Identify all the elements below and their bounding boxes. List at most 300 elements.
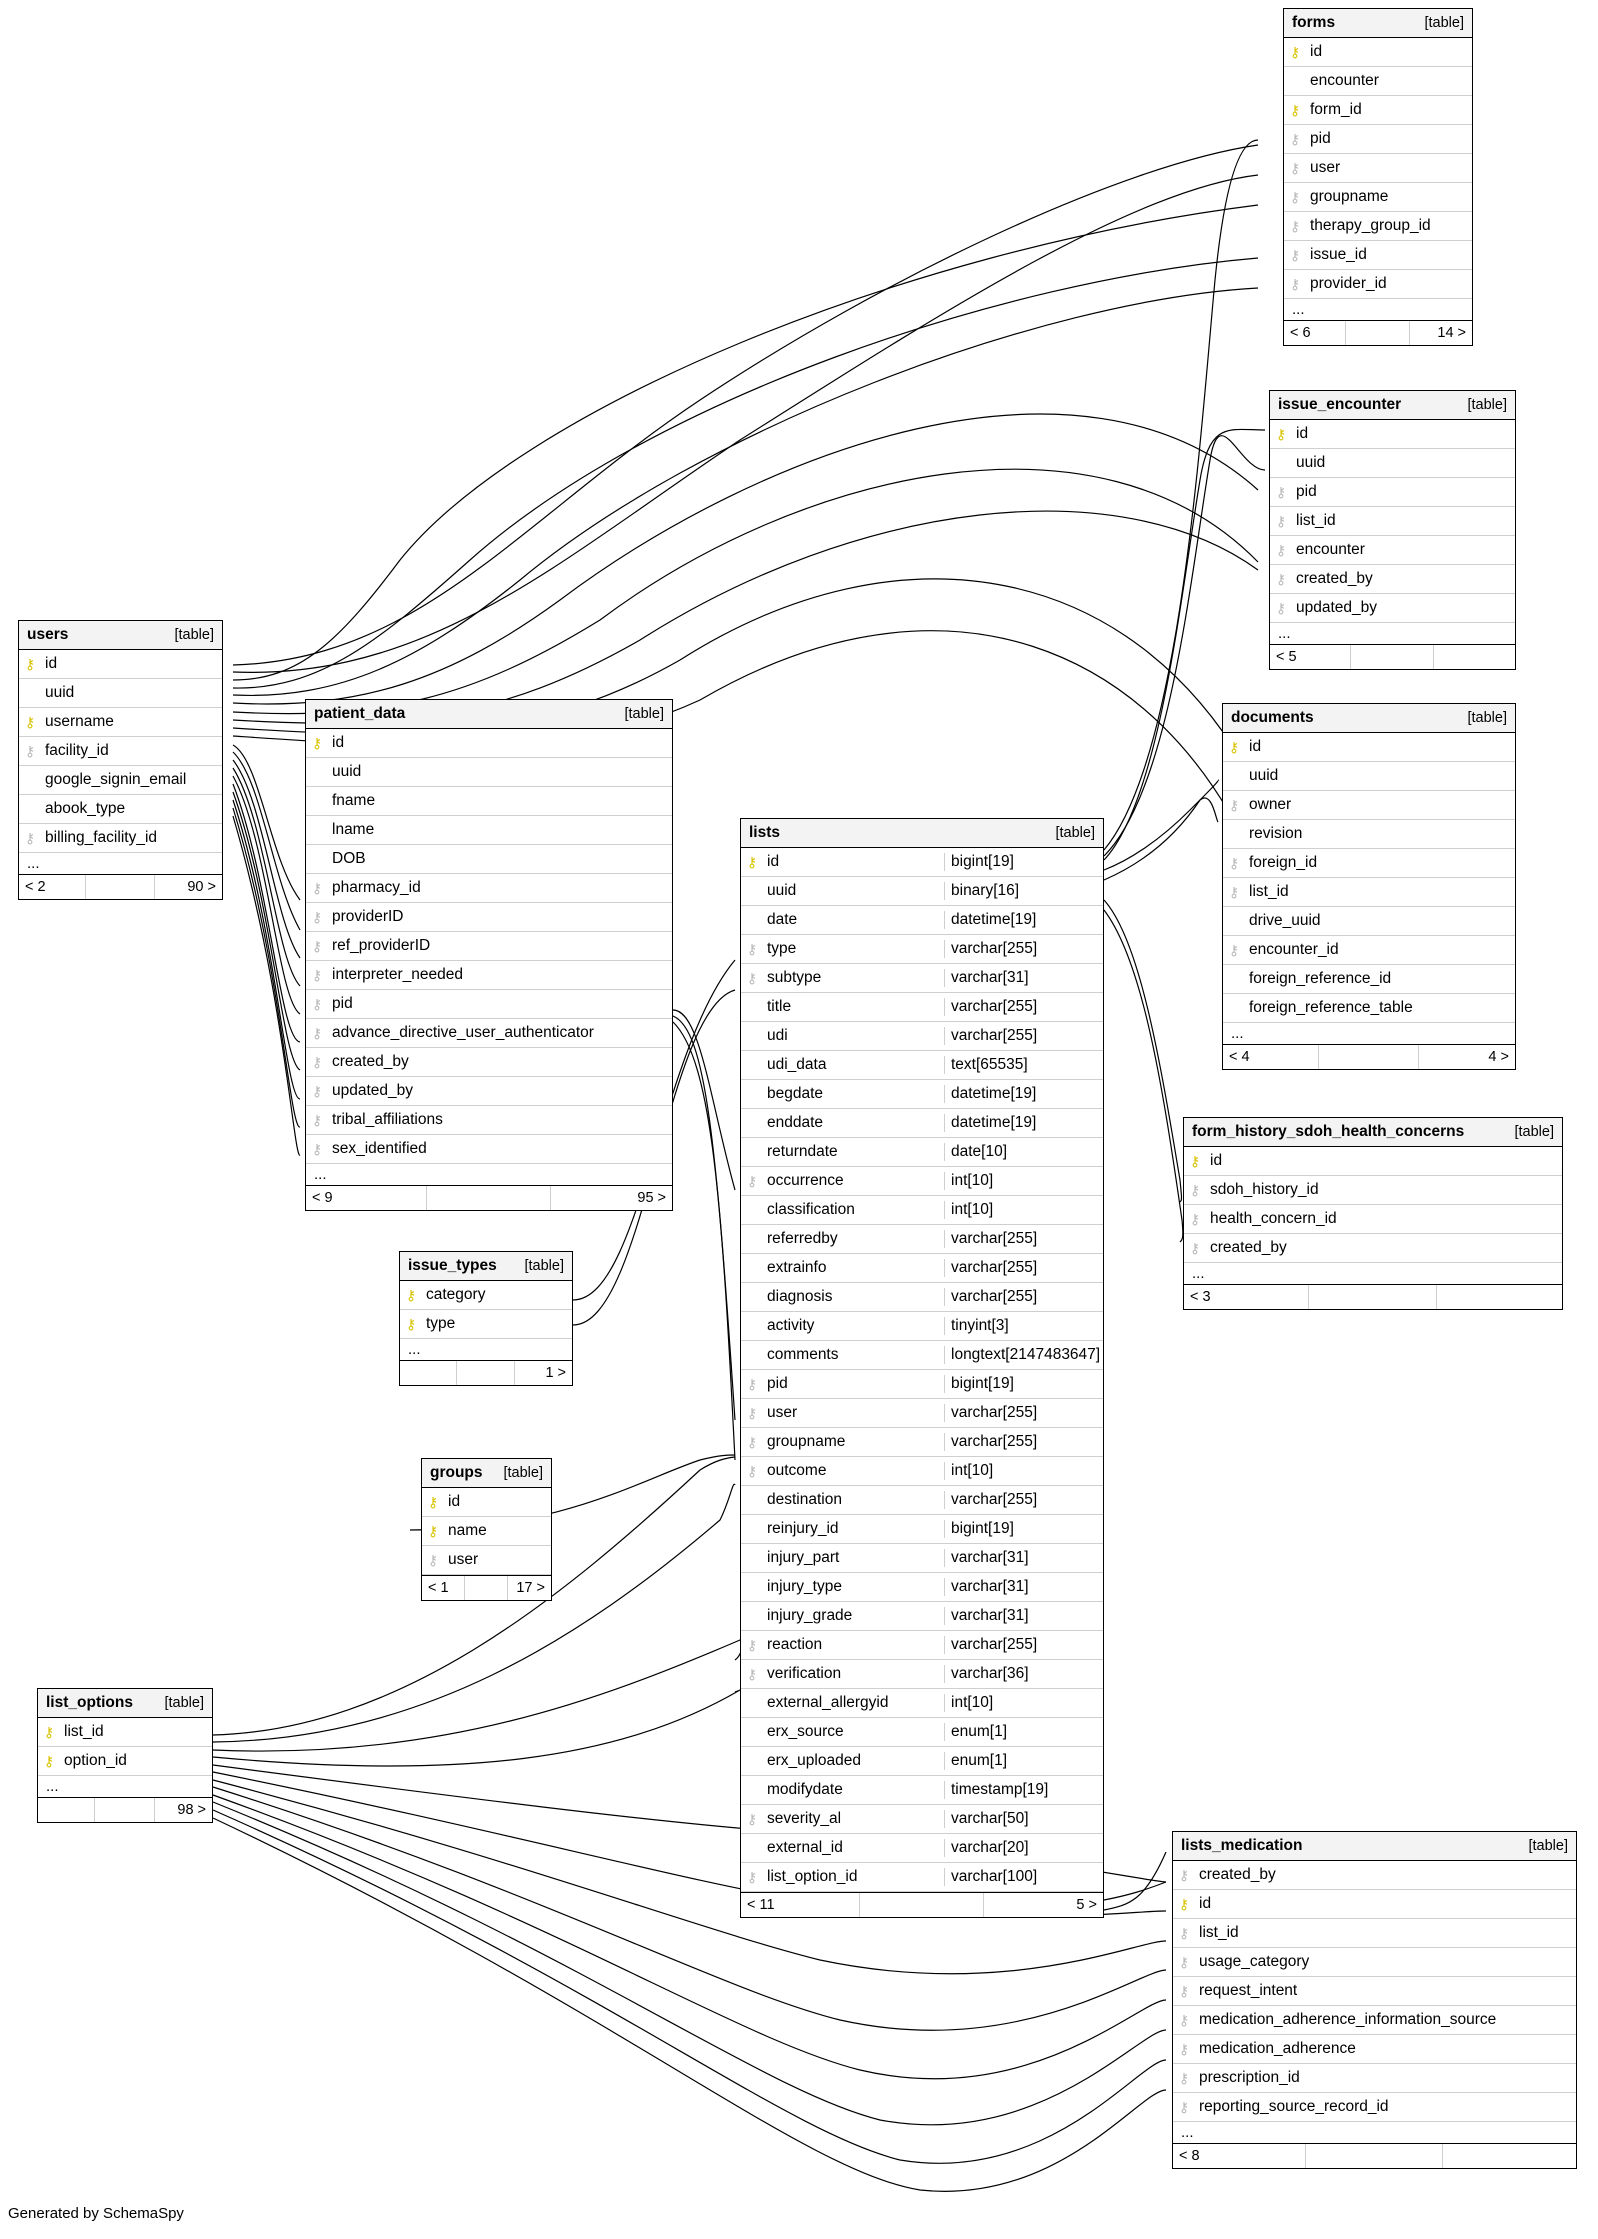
parent-relation-count[interactable] <box>400 1361 457 1385</box>
table-footer-users <box>19 875 222 899</box>
column-row[interactable] <box>1184 1176 1562 1205</box>
column-name: pid <box>332 995 353 1012</box>
child-relation-count[interactable]: 17 > <box>516 1580 545 1596</box>
column-row[interactable] <box>741 1167 1103 1196</box>
column-row[interactable] <box>306 932 672 961</box>
table-groups[interactable] <box>421 1458 552 1601</box>
column-name: comments <box>767 1346 839 1363</box>
column-name: DOB <box>332 850 366 867</box>
column-row[interactable] <box>741 1486 1103 1515</box>
table-footer-list_options <box>38 1798 212 1822</box>
column-name: reinjury_id <box>767 1520 839 1537</box>
table-tag: [table] <box>624 706 664 722</box>
table-name: patient_data <box>314 705 406 722</box>
column-name: pid <box>767 1375 788 1392</box>
column-row[interactable] <box>1270 536 1515 565</box>
column-row[interactable] <box>741 906 1103 935</box>
column-row[interactable] <box>19 795 222 824</box>
column-name: uuid <box>1249 767 1279 784</box>
column-row[interactable] <box>38 1718 212 1747</box>
column-type: varchar[100] <box>944 1868 1103 1886</box>
column-row[interactable] <box>1173 2035 1576 2064</box>
table-name: issue_encounter <box>1278 396 1402 413</box>
column-name: list_id <box>1249 883 1289 900</box>
column-name: returndate <box>767 1143 838 1160</box>
foreign-key-icon: ⚷ <box>1189 1240 1201 1256</box>
column-row[interactable] <box>1284 241 1472 270</box>
more-columns-ellipsis: ... <box>19 853 222 875</box>
footer-middle <box>1306 2144 1443 2168</box>
column-name: created_by <box>332 1053 409 1070</box>
column-row[interactable] <box>741 1660 1103 1689</box>
column-row[interactable] <box>741 1718 1103 1747</box>
column-row[interactable] <box>1270 565 1515 594</box>
column-row[interactable] <box>741 1225 1103 1254</box>
column-name: prescription_id <box>1199 2069 1300 2086</box>
foreign-key-icon: ⚷ <box>746 1811 758 1827</box>
table-footer-form_history_sdoh_health_concerns <box>1184 1285 1562 1309</box>
footer-middle <box>1319 1045 1418 1069</box>
footer-middle <box>860 1893 983 1917</box>
column-row[interactable] <box>1184 1234 1562 1263</box>
column-row[interactable] <box>741 1573 1103 1602</box>
column-row[interactable] <box>741 935 1103 964</box>
table-header-lists <box>741 819 1103 848</box>
foreign-key-icon: ⚷ <box>1178 1867 1190 1883</box>
table-name: lists_medication <box>1181 1837 1303 1854</box>
foreign-key-icon: ⚷ <box>311 880 323 896</box>
column-name: list_option_id <box>767 1868 858 1885</box>
column-name: form_id <box>1310 101 1362 118</box>
column-row[interactable] <box>306 1106 672 1135</box>
column-type: text[65535] <box>944 1056 1103 1074</box>
foreign-key-icon: ⚷ <box>311 996 323 1012</box>
parent-relation-count[interactable]: < 6 <box>1284 321 1346 345</box>
column-row[interactable] <box>1173 1861 1576 1890</box>
foreign-key-icon: ⚷ <box>1228 884 1240 900</box>
foreign-key-icon: ⚷ <box>1275 542 1287 558</box>
column-name: tribal_affiliations <box>332 1111 443 1128</box>
column-type: bigint[19] <box>944 1375 1103 1393</box>
more-columns-ellipsis: ... <box>1223 1023 1515 1045</box>
primary-key-icon: ⚷ <box>1275 426 1287 442</box>
column-row[interactable] <box>1173 1890 1576 1919</box>
table-footer-issue_types <box>400 1361 572 1385</box>
column-row[interactable] <box>400 1310 572 1339</box>
column-row[interactable] <box>741 1254 1103 1283</box>
column-name: drive_uuid <box>1249 912 1321 929</box>
foreign-key-icon: ⚷ <box>311 1025 323 1041</box>
column-row[interactable] <box>306 816 672 845</box>
table-forms[interactable] <box>1283 8 1473 346</box>
column-name: sex_identified <box>332 1140 427 1157</box>
column-row[interactable] <box>741 1776 1103 1805</box>
column-name: udi <box>767 1027 788 1044</box>
column-name: reporting_source_record_id <box>1199 2098 1389 2115</box>
column-name: subtype <box>767 969 822 986</box>
column-row[interactable] <box>1223 820 1515 849</box>
column-type: timestamp[19] <box>944 1781 1103 1799</box>
column-row[interactable] <box>422 1546 551 1575</box>
column-row[interactable] <box>306 1019 672 1048</box>
foreign-key-icon: ⚷ <box>1228 942 1240 958</box>
column-type: enum[1] <box>944 1752 1103 1770</box>
primary-key-icon: ⚷ <box>43 1724 55 1740</box>
more-columns-ellipsis: ... <box>38 1776 212 1798</box>
foreign-key-icon: ⚷ <box>746 1869 758 1885</box>
column-row[interactable] <box>741 1312 1103 1341</box>
column-row[interactable] <box>1223 936 1515 965</box>
table-documents[interactable] <box>1222 703 1516 1070</box>
table-patient_data[interactable] <box>305 699 673 1211</box>
primary-key-icon: ⚷ <box>1189 1153 1201 1169</box>
column-name: uuid <box>45 684 75 701</box>
foreign-key-icon: ⚷ <box>311 1083 323 1099</box>
column-name: modifydate <box>767 1781 843 1798</box>
column-row[interactable] <box>741 1602 1103 1631</box>
column-type: varchar[31] <box>944 1578 1103 1596</box>
column-type: varchar[255] <box>944 1027 1103 1045</box>
column-type: varchar[31] <box>944 969 1103 987</box>
column-row[interactable] <box>19 824 222 853</box>
column-row[interactable] <box>741 964 1103 993</box>
column-row[interactable] <box>1284 212 1472 241</box>
column-name: user <box>1310 159 1341 176</box>
child-relation-count[interactable]: 90 > <box>187 879 216 895</box>
column-row[interactable] <box>1223 965 1515 994</box>
column-row[interactable] <box>1223 791 1515 820</box>
parent-relation-count[interactable]: < 1 <box>422 1576 465 1600</box>
column-row[interactable] <box>741 1283 1103 1312</box>
credit-text: Generated by SchemaSpy <box>8 2205 184 2222</box>
child-relation-count[interactable]: 98 > <box>177 1802 207 1818</box>
column-row[interactable] <box>306 1135 672 1164</box>
column-row[interactable] <box>741 1515 1103 1544</box>
child-relation-count[interactable] <box>1434 645 1515 669</box>
column-row[interactable] <box>1173 2093 1576 2122</box>
column-row[interactable] <box>306 1077 672 1106</box>
foreign-key-icon: ⚷ <box>1178 1983 1190 1999</box>
column-name: date <box>767 911 798 928</box>
foreign-key-icon: ⚷ <box>746 1637 758 1653</box>
column-row[interactable] <box>306 845 672 874</box>
column-row[interactable] <box>741 1631 1103 1660</box>
column-type: varchar[255] <box>944 1404 1103 1422</box>
column-name: pid <box>1310 130 1331 147</box>
footer-middle <box>465 1576 509 1600</box>
column-row[interactable] <box>1284 154 1472 183</box>
foreign-key-icon: ⚷ <box>1189 1182 1201 1198</box>
column-name: list_id <box>1199 1924 1239 1941</box>
parent-relation-count[interactable]: < 4 <box>1223 1045 1319 1069</box>
column-name: foreign_reference_id <box>1249 970 1392 987</box>
table-lists_medication[interactable] <box>1172 1831 1577 2169</box>
column-row[interactable] <box>1284 125 1472 154</box>
column-name: type <box>426 1315 456 1332</box>
column-row[interactable] <box>1284 67 1472 96</box>
column-type: int[10] <box>944 1201 1103 1219</box>
column-row[interactable] <box>741 1109 1103 1138</box>
column-type: varchar[31] <box>944 1607 1103 1625</box>
column-name: id <box>1296 425 1309 442</box>
column-row[interactable] <box>306 729 672 758</box>
child-relation-count[interactable]: 5 > <box>1076 1897 1097 1913</box>
more-columns-ellipsis: ... <box>1184 1263 1562 1285</box>
column-row[interactable] <box>741 848 1103 877</box>
primary-key-icon: ⚷ <box>43 1753 55 1769</box>
column-row[interactable] <box>741 1022 1103 1051</box>
footer-middle <box>95 1798 154 1822</box>
foreign-key-icon: ⚷ <box>1289 160 1301 176</box>
foreign-key-icon: ⚷ <box>1178 2070 1190 2086</box>
column-type: int[10] <box>944 1462 1103 1480</box>
column-row[interactable] <box>306 874 672 903</box>
column-type: datetime[19] <box>944 1114 1103 1132</box>
column-name: udi_data <box>767 1056 827 1073</box>
column-row[interactable] <box>400 1281 572 1310</box>
foreign-key-icon: ⚷ <box>746 1405 758 1421</box>
column-row[interactable] <box>1173 1977 1576 2006</box>
child-relation-count[interactable]: 4 > <box>1488 1049 1509 1065</box>
column-row[interactable] <box>1223 762 1515 791</box>
column-row[interactable] <box>19 737 222 766</box>
column-name: usage_category <box>1199 1953 1310 1970</box>
column-row[interactable] <box>741 1689 1103 1718</box>
column-type: bigint[19] <box>944 853 1103 871</box>
column-name: groupname <box>767 1433 846 1450</box>
primary-key-icon: ⚷ <box>1228 739 1240 755</box>
column-type: varchar[255] <box>944 1259 1103 1277</box>
column-row[interactable] <box>1223 733 1515 762</box>
column-name: referredby <box>767 1230 838 1247</box>
column-row[interactable] <box>1270 594 1515 623</box>
column-type: varchar[255] <box>944 998 1103 1016</box>
foreign-key-icon: ⚷ <box>1275 513 1287 529</box>
column-row[interactable] <box>19 708 222 737</box>
column-type: varchar[31] <box>944 1549 1103 1567</box>
table-name: issue_types <box>408 1257 497 1274</box>
table-name: list_options <box>46 1694 133 1711</box>
column-row[interactable] <box>741 1863 1103 1892</box>
column-row[interactable] <box>1173 2064 1576 2093</box>
column-name: name <box>448 1522 487 1539</box>
column-row[interactable] <box>306 903 672 932</box>
column-name: external_id <box>767 1839 843 1856</box>
column-row[interactable] <box>19 766 222 795</box>
column-name: medication_adherence <box>1199 2040 1356 2057</box>
column-type: enum[1] <box>944 1723 1103 1741</box>
parent-relation-count[interactable]: < 11 <box>741 1893 860 1917</box>
column-row[interactable] <box>306 1048 672 1077</box>
column-row[interactable] <box>741 1341 1103 1370</box>
child-relation-count[interactable]: 1 > <box>545 1365 567 1381</box>
column-name: created_by <box>1296 570 1373 587</box>
column-name: injury_part <box>767 1549 840 1566</box>
column-row[interactable] <box>741 1399 1103 1428</box>
column-name: user <box>448 1551 479 1568</box>
column-name: therapy_group_id <box>1310 217 1431 234</box>
table-tag: [table] <box>1467 397 1507 413</box>
column-row[interactable] <box>741 1544 1103 1573</box>
column-row[interactable] <box>1223 849 1515 878</box>
foreign-key-icon: ⚷ <box>1289 247 1301 263</box>
table-footer-lists <box>741 1892 1103 1917</box>
column-row[interactable] <box>1284 183 1472 212</box>
column-name: pid <box>1296 483 1317 500</box>
foreign-key-icon: ⚷ <box>1289 131 1301 147</box>
table-users[interactable] <box>18 620 223 900</box>
table-name: groups <box>430 1464 483 1481</box>
column-type: varchar[36] <box>944 1665 1103 1683</box>
column-name: list_id <box>1296 512 1336 529</box>
column-row[interactable] <box>741 1747 1103 1776</box>
footer-middle <box>457 1361 515 1385</box>
column-row[interactable] <box>19 650 222 679</box>
foreign-key-icon: ⚷ <box>311 967 323 983</box>
column-row[interactable] <box>306 961 672 990</box>
column-row[interactable] <box>1270 478 1515 507</box>
column-type: date[10] <box>944 1143 1103 1161</box>
column-row[interactable] <box>422 1488 551 1517</box>
table-lists[interactable] <box>740 818 1104 1918</box>
parent-relation-count[interactable]: < 9 <box>306 1186 427 1210</box>
column-row[interactable] <box>1173 2006 1576 2035</box>
column-name: id <box>1199 1895 1212 1912</box>
column-row[interactable] <box>1173 1948 1576 1977</box>
foreign-key-icon: ⚷ <box>311 1054 323 1070</box>
column-row[interactable] <box>741 1370 1103 1399</box>
table-tag: [table] <box>1514 1124 1554 1140</box>
table-list_options[interactable] <box>37 1688 213 1823</box>
column-name: pharmacy_id <box>332 879 421 896</box>
column-type: tinyint[3] <box>944 1317 1103 1335</box>
more-columns-ellipsis: ... <box>400 1339 572 1361</box>
foreign-key-icon: ⚷ <box>311 938 323 954</box>
foreign-key-icon: ⚷ <box>746 1376 758 1392</box>
foreign-key-icon: ⚷ <box>311 909 323 925</box>
table-form_history_sdoh_health_concerns[interactable] <box>1183 1117 1563 1310</box>
column-row[interactable] <box>1184 1147 1562 1176</box>
table-name: forms <box>1292 14 1336 31</box>
column-name: diagnosis <box>767 1288 833 1305</box>
column-row[interactable] <box>306 990 672 1019</box>
table-issue_types[interactable] <box>399 1251 573 1386</box>
foreign-key-icon: ⚷ <box>1178 1954 1190 1970</box>
foreign-key-icon: ⚷ <box>746 970 758 986</box>
column-name: sdoh_history_id <box>1210 1181 1319 1198</box>
primary-key-icon: ⚷ <box>311 735 323 751</box>
foreign-key-icon: ⚷ <box>746 1173 758 1189</box>
column-row[interactable] <box>38 1747 212 1776</box>
foreign-key-icon: ⚷ <box>1289 276 1301 292</box>
column-row[interactable] <box>741 1138 1103 1167</box>
column-name: user <box>767 1404 798 1421</box>
column-row[interactable] <box>741 1805 1103 1834</box>
column-row[interactable] <box>741 1457 1103 1486</box>
parent-relation-count[interactable]: < 5 <box>1270 645 1351 669</box>
child-relation-count[interactable]: 14 > <box>1437 325 1467 341</box>
column-row[interactable] <box>19 679 222 708</box>
footer-middle <box>1351 645 1434 669</box>
column-row[interactable] <box>1284 38 1472 67</box>
column-type: int[10] <box>944 1694 1103 1712</box>
column-row[interactable] <box>741 993 1103 1022</box>
column-name: updated_by <box>332 1082 414 1099</box>
table-issue_encounter[interactable] <box>1269 390 1516 670</box>
column-row[interactable] <box>1270 507 1515 536</box>
column-name: billing_facility_id <box>45 829 158 846</box>
column-name: id <box>1310 43 1323 60</box>
more-columns-ellipsis: ... <box>1173 2122 1576 2144</box>
more-columns-ellipsis: ... <box>1284 299 1472 321</box>
column-name: created_by <box>1210 1239 1287 1256</box>
table-name: lists <box>749 824 781 841</box>
foreign-key-icon: ⚷ <box>1289 189 1301 205</box>
table-tag: [table] <box>1467 710 1507 726</box>
footer-middle <box>1309 1285 1438 1309</box>
column-name: health_concern_id <box>1210 1210 1337 1227</box>
column-row[interactable] <box>741 1196 1103 1225</box>
column-name: external_allergyid <box>767 1694 889 1711</box>
child-relation-count[interactable] <box>1437 1285 1562 1309</box>
column-row[interactable] <box>1223 878 1515 907</box>
parent-relation-count[interactable] <box>38 1798 95 1822</box>
column-name: updated_by <box>1296 599 1378 616</box>
table-header-issue_encounter <box>1270 391 1515 420</box>
primary-key-icon: ⚷ <box>746 854 758 870</box>
child-relation-count[interactable] <box>1443 2144 1576 2168</box>
table-tag: [table] <box>1424 15 1464 31</box>
column-row[interactable] <box>1284 96 1472 125</box>
column-row[interactable] <box>741 1428 1103 1457</box>
column-row[interactable] <box>1184 1205 1562 1234</box>
parent-relation-count[interactable]: < 2 <box>19 875 86 899</box>
column-name: severity_al <box>767 1810 842 1827</box>
parent-relation-count[interactable]: < 8 <box>1173 2144 1306 2168</box>
column-name: advance_directive_user_authenticator <box>332 1024 594 1041</box>
column-name: id <box>448 1493 461 1510</box>
column-row[interactable] <box>741 1051 1103 1080</box>
column-name: injury_type <box>767 1578 842 1595</box>
column-row[interactable] <box>1223 994 1515 1023</box>
column-row[interactable] <box>1270 449 1515 478</box>
column-name: destination <box>767 1491 842 1508</box>
column-name: revision <box>1249 825 1303 842</box>
column-name: encounter <box>1296 541 1365 558</box>
column-row[interactable] <box>306 787 672 816</box>
table-header-forms <box>1284 9 1472 38</box>
column-row[interactable] <box>1223 907 1515 936</box>
child-relation-count[interactable]: 95 > <box>637 1190 667 1206</box>
column-name: category <box>426 1286 486 1303</box>
column-row[interactable] <box>1173 1919 1576 1948</box>
column-name: title <box>767 998 792 1015</box>
column-row[interactable] <box>306 758 672 787</box>
table-footer-groups <box>422 1575 551 1600</box>
foreign-key-icon: ⚷ <box>1178 1925 1190 1941</box>
parent-relation-count[interactable]: < 3 <box>1184 1285 1309 1309</box>
table-footer-issue_encounter <box>1270 645 1515 669</box>
table-tag: [table] <box>174 627 214 643</box>
column-row[interactable] <box>1284 270 1472 299</box>
column-name: issue_id <box>1310 246 1367 263</box>
column-row[interactable] <box>741 1834 1103 1863</box>
column-row[interactable] <box>741 877 1103 906</box>
column-row[interactable] <box>741 1080 1103 1109</box>
column-row[interactable] <box>1270 420 1515 449</box>
foreign-key-icon: ⚷ <box>427 1552 439 1568</box>
column-row[interactable] <box>422 1517 551 1546</box>
